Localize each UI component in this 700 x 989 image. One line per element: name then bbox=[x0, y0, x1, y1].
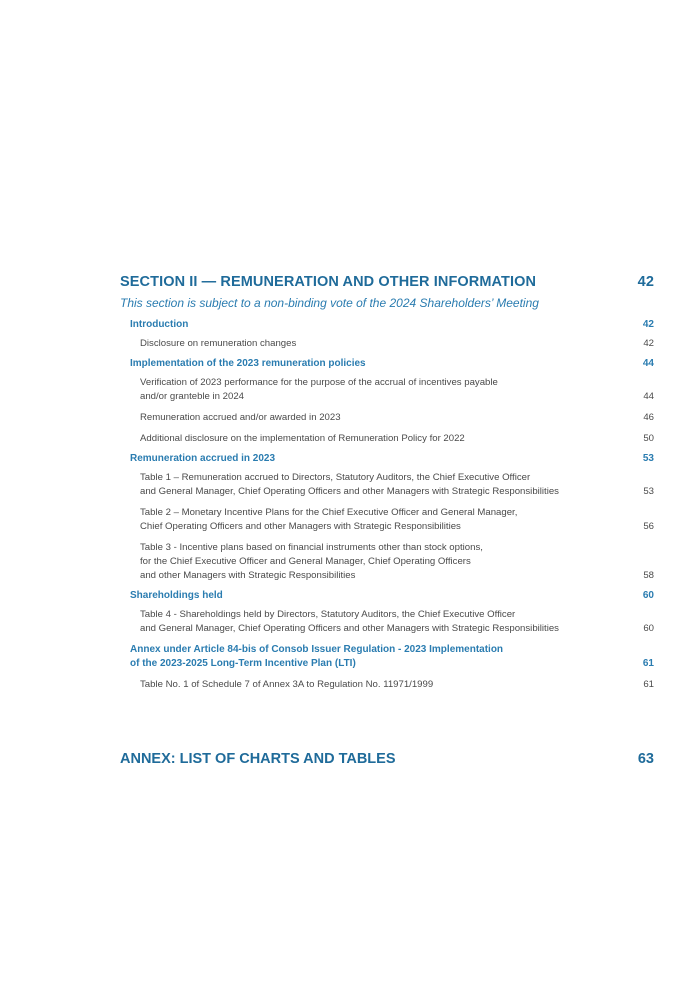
section-page-number: 42 bbox=[637, 274, 654, 290]
toc-entry-table-1[interactable] bbox=[140, 471, 654, 499]
toc-entry-label: Table 4 - Shareholdings held by Directors, Statutory Auditors, the Chief Executive Officer and General Manager, Chief Operating Officers and other Managers with Strategic Responsibilities bbox=[140, 609, 559, 634]
toc-entry-label: Table 1 – Remuneration accrued to Directors, Statutory Auditors, the Chief Executive Officer and General Manager, Chief Operating Officers and other Managers with Strategic Responsibilities bbox=[140, 472, 559, 497]
toc-entry-page: 50 bbox=[643, 433, 654, 444]
toc-entry-label: Additional disclosure on the implementation of Remuneration Policy for 2022 bbox=[140, 433, 465, 444]
toc-entry-schedule-7[interactable] bbox=[140, 678, 654, 692]
section-subtitle: This section is subject to a non-binding vote of the 2024 Shareholders’ Meeting bbox=[120, 296, 539, 310]
toc-entry-disclosure[interactable] bbox=[140, 337, 654, 351]
toc-entry-page: 46 bbox=[643, 412, 654, 423]
toc-entry-page: 42 bbox=[642, 319, 654, 330]
toc-entry-label: Remuneration accrued and/or awarded in 2023 bbox=[140, 412, 341, 423]
toc-entry-implementation[interactable] bbox=[130, 358, 654, 369]
table-of-contents bbox=[120, 270, 654, 692]
toc-entry-page: 44 bbox=[643, 391, 654, 402]
toc-entry-page: 60 bbox=[643, 623, 654, 634]
toc-entry-verification[interactable] bbox=[140, 376, 654, 404]
toc-entry-label: Verification of 2023 performance for the purpose of the accrual of incentives payable and/or granteble in 2024 bbox=[140, 377, 498, 402]
toc-entry-page: 60 bbox=[642, 590, 654, 601]
toc-entry-label: Annex under Article 84-bis of Consob Issuer Regulation - 2023 Implementation of the 2023-2025 Long-Term Incentive Plan (LTI) bbox=[130, 644, 504, 669]
toc-entry-label: Table 2 – Monetary Incentive Plans for the Chief Executive Officer and General Manager, Chief Operating Officers and other Managers with Strategic Responsibilities bbox=[140, 507, 518, 532]
toc-entry-label: Introduction bbox=[130, 319, 189, 330]
toc-entry-page: 56 bbox=[643, 521, 654, 532]
toc-entry-page: 61 bbox=[642, 658, 654, 669]
toc-entry-page: 53 bbox=[643, 486, 654, 497]
section-title: SECTION II — REMUNERATION AND OTHER INFORMATION bbox=[120, 274, 537, 290]
toc-entry-page: 42 bbox=[643, 338, 654, 349]
toc-entry-annex-84-bis[interactable] bbox=[130, 643, 654, 671]
toc-entry-remuneration-accrued-awarded[interactable] bbox=[140, 411, 654, 425]
toc-entry-introduction[interactable] bbox=[130, 319, 654, 330]
annex-title: ANNEX: LIST OF CHARTS AND TABLES bbox=[120, 751, 396, 767]
toc-entry-shareholdings[interactable] bbox=[130, 590, 654, 601]
toc-entry-label: Disclosure on remuneration changes bbox=[140, 338, 297, 349]
toc-entry-label: Remuneration accrued in 2023 bbox=[130, 453, 276, 464]
toc-entry-table-3[interactable] bbox=[140, 541, 654, 583]
toc-entry-page: 61 bbox=[643, 679, 654, 690]
section-heading[interactable] bbox=[120, 270, 654, 290]
toc-entry-label: Table 3 - Incentive plans based on financial instruments other than stock options, for the Chief Executive Officer and General Manager, Chief Operating Officers and other Managers with Strategic Responsibilities bbox=[140, 542, 483, 581]
toc-entry-additional-disclosure[interactable] bbox=[140, 432, 654, 446]
toc-entry-label: Shareholdings held bbox=[130, 590, 223, 601]
toc-entry-page: 58 bbox=[643, 570, 654, 581]
toc-entry-label: Implementation of the 2023 remuneration policies bbox=[130, 358, 366, 369]
toc-entry-table-2[interactable] bbox=[140, 506, 654, 534]
annex-heading[interactable] bbox=[120, 751, 654, 767]
toc-entry-page: 53 bbox=[642, 453, 654, 464]
toc-entry-page: 44 bbox=[642, 358, 654, 369]
annex-page-number: 63 bbox=[637, 751, 654, 767]
toc-entry-label: Table No. 1 of Schedule 7 of Annex 3A to Regulation No. 11971/1999 bbox=[140, 679, 434, 690]
toc-entry-table-4[interactable] bbox=[140, 608, 654, 636]
toc-entry-remuneration-accrued[interactable] bbox=[130, 453, 654, 464]
